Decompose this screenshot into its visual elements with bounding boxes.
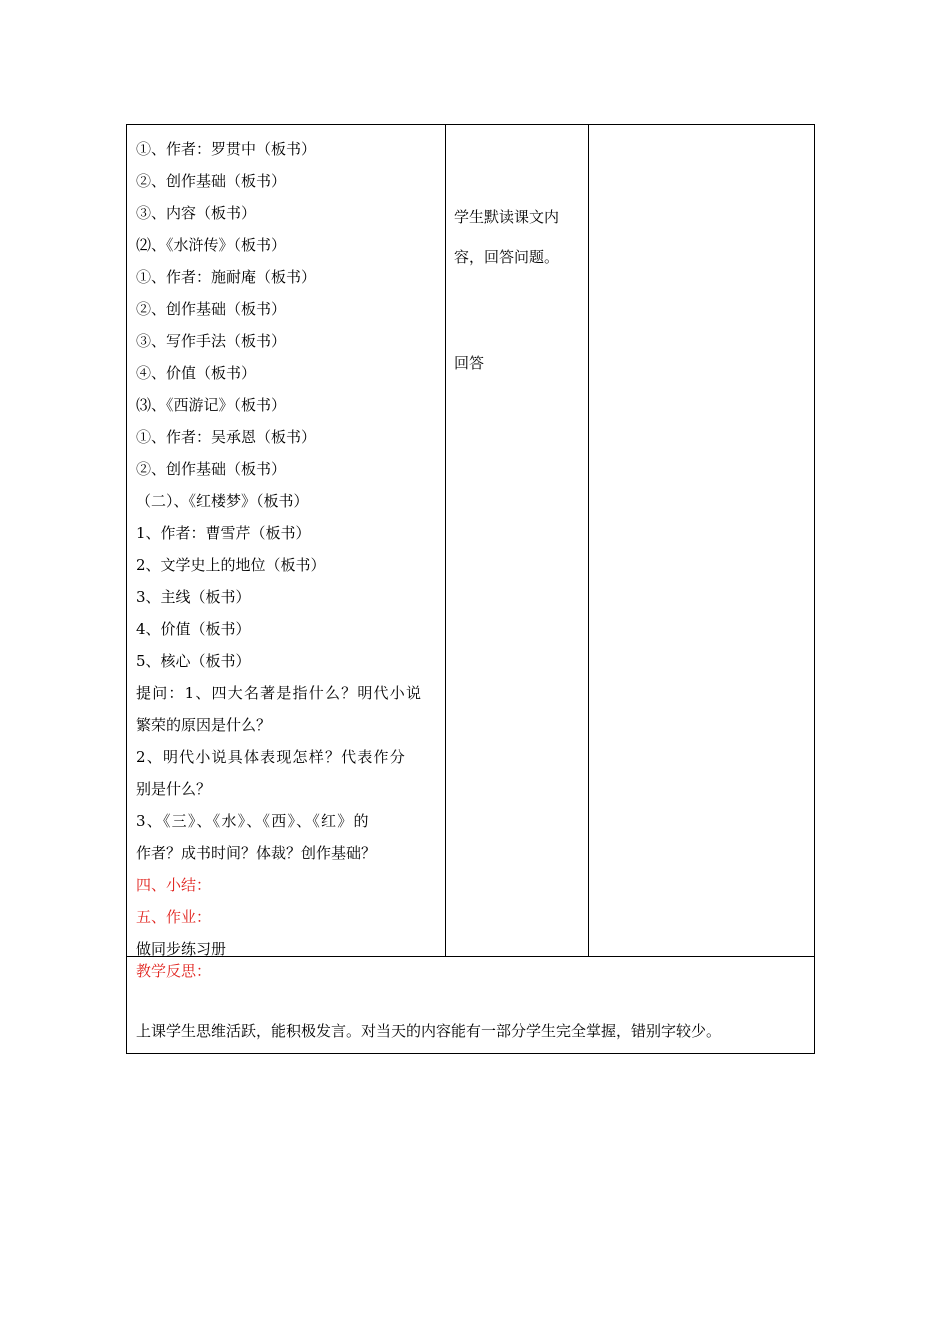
question-line: 提问：1、四大名著是指什么？明代小说 <box>136 684 423 702</box>
content-line: ②、创作基础（板书） <box>136 300 287 318</box>
content-line: 2、文学史上的地位（板书） <box>136 556 326 574</box>
content-line: 5、核心（板书） <box>136 652 251 670</box>
content-line: （二）、《红楼梦》（板书） <box>136 492 309 510</box>
teaching-reflection <box>136 957 806 1047</box>
content-line: ③、写作手法（板书） <box>136 332 287 350</box>
student-answer: 回答 <box>454 354 485 372</box>
content-line: ②、创作基础（板书） <box>136 460 287 478</box>
content-line: ①、作者：施耐庵（板书） <box>136 268 317 286</box>
question-line: 作者？成书时间？体裁？创作基础？ <box>136 844 377 862</box>
content-line: ⑵、《水浒传》（板书） <box>136 236 287 254</box>
content-line: ②、创作基础（板书） <box>136 172 287 190</box>
content-line: ①、作者：罗贯中（板书） <box>136 140 317 158</box>
question-line: 繁荣的原因是什么？ <box>136 716 272 734</box>
content-line: 3、主线（板书） <box>136 588 251 606</box>
homework-heading: 五、作业： <box>136 908 212 926</box>
student-activity-line: 容，回答问题。 <box>454 248 560 266</box>
student-activity-column <box>454 197 584 277</box>
student-activity-line: 学生默读课文内 <box>454 208 560 226</box>
question-line: 别是什么？ <box>136 780 212 798</box>
summary-heading: 四、小结： <box>136 876 212 894</box>
content-line: 4、价值（板书） <box>136 620 251 638</box>
teaching-content-column <box>136 133 438 965</box>
content-line: ③、内容（板书） <box>136 204 257 222</box>
content-line: ⑶、《西游记》（板书） <box>136 396 287 414</box>
homework-text: 做同步练习册 <box>136 940 227 958</box>
column-divider-2 <box>588 125 589 956</box>
content-line: 1、作者：曹雪芹（板书） <box>136 524 311 542</box>
reflection-text: 上课学生思维活跃，能积极发言。对当天的内容能有一部分学生完全掌握，错别字较少。 <box>136 1022 722 1040</box>
question-line: 3、《三》、《水》、《西》、《红》的 <box>136 812 370 830</box>
content-line: ④、价值（板书） <box>136 364 257 382</box>
column-divider-1 <box>445 125 446 956</box>
content-line: ①、作者：吴承恩（板书） <box>136 428 317 446</box>
lesson-plan-table <box>126 124 815 1054</box>
question-line: 2、明代小说具体表现怎样？代表作分 <box>136 748 406 766</box>
reflection-title: 教学反思： <box>136 962 212 980</box>
